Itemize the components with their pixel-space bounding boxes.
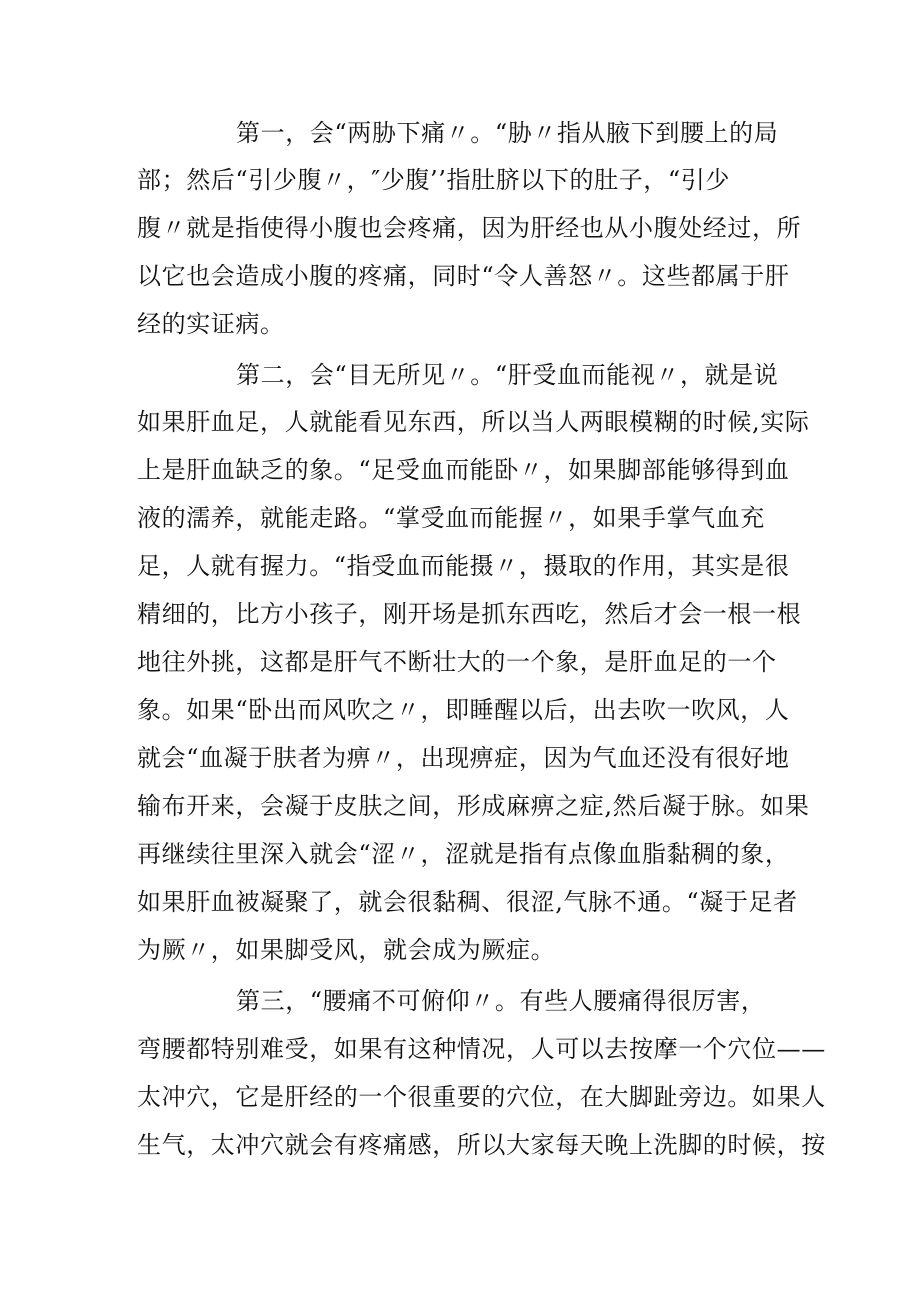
text-line: 输布开来，会凝于皮肤之间，形成麻痹之症,然后凝于脉。如果 [137,792,810,820]
text-line: 再继续往里深入就会“涩〃，涩就是指有点像血脂黏稠的象， [137,840,790,868]
text-line: 足，人就有握力。“指受血而能摄〃，摄取的作用，其实是很 [137,552,790,580]
text-line: 如果肝血足，人就能看见东西，所以当人两眼模糊的时候,实际 [137,408,810,436]
text-line: 为厥〃，如果脚受风，就会成为厥症。 [137,936,556,964]
text-line: 太冲穴，它是肝经的一个很重要的穴位，在大脚趾旁边。如果人 [137,1083,826,1111]
text-line: 经的实证病。 [137,310,285,338]
text-line: 以它也会造成小腹的疼痛，同时“令人善怒〃。这些都属于肝 [137,262,790,290]
text-line: 生气，太冲穴就会有疼痛感，所以大家每天晚上洗脚的时候，按 [137,1131,826,1159]
text-line: 第一，会“两胁下痛〃。“胁〃指从腋下到腰上的局 [236,119,779,147]
text-line: 就会“血凝于肤者为痹〃，出现痹症，因为气血还没有很好地 [137,744,790,772]
text-line: 上是肝血缺乏的象。“足受血而能卧〃，如果脚部能够得到血 [137,456,790,484]
text-line: 如果肝血被凝聚了，就会很黏稠、很涩,气脉不通。“凝于足者 [137,888,798,916]
text-line: 部；然后“引少腹〃，″少腹’’指肚脐以下的肚子，“引少 [137,166,730,194]
text-line: 液的濡养，就能走路。“掌受血而能握〃，如果手掌气血充 [137,504,765,532]
text-line: 地往外挑，这都是肝气不断壮大的一个象，是肝血足的一个 [137,648,777,676]
text-line: 第三，“腰痛不可俯仰〃。有些人腰痛得很厉害， [236,987,766,1015]
text-line: 象。如果“卧出而风吹之〃，即睡醒以后，出去吹一吹风，人 [137,696,790,724]
text-line: 腹〃就是指使得小腹也会疼痛，因为肝经也从小腹处经过，所 [137,214,802,242]
text-line: 精细的，比方小孩子，刚开场是抓东西吃，然后才会一根一根 [137,600,802,628]
text-line: 弯腰都特别难受，如果有这种情况，人可以去按摩一个穴位—— [137,1035,826,1063]
text-line: 第二，会“目无所见〃。“肝受血而能视〃，就是说 [236,361,779,389]
